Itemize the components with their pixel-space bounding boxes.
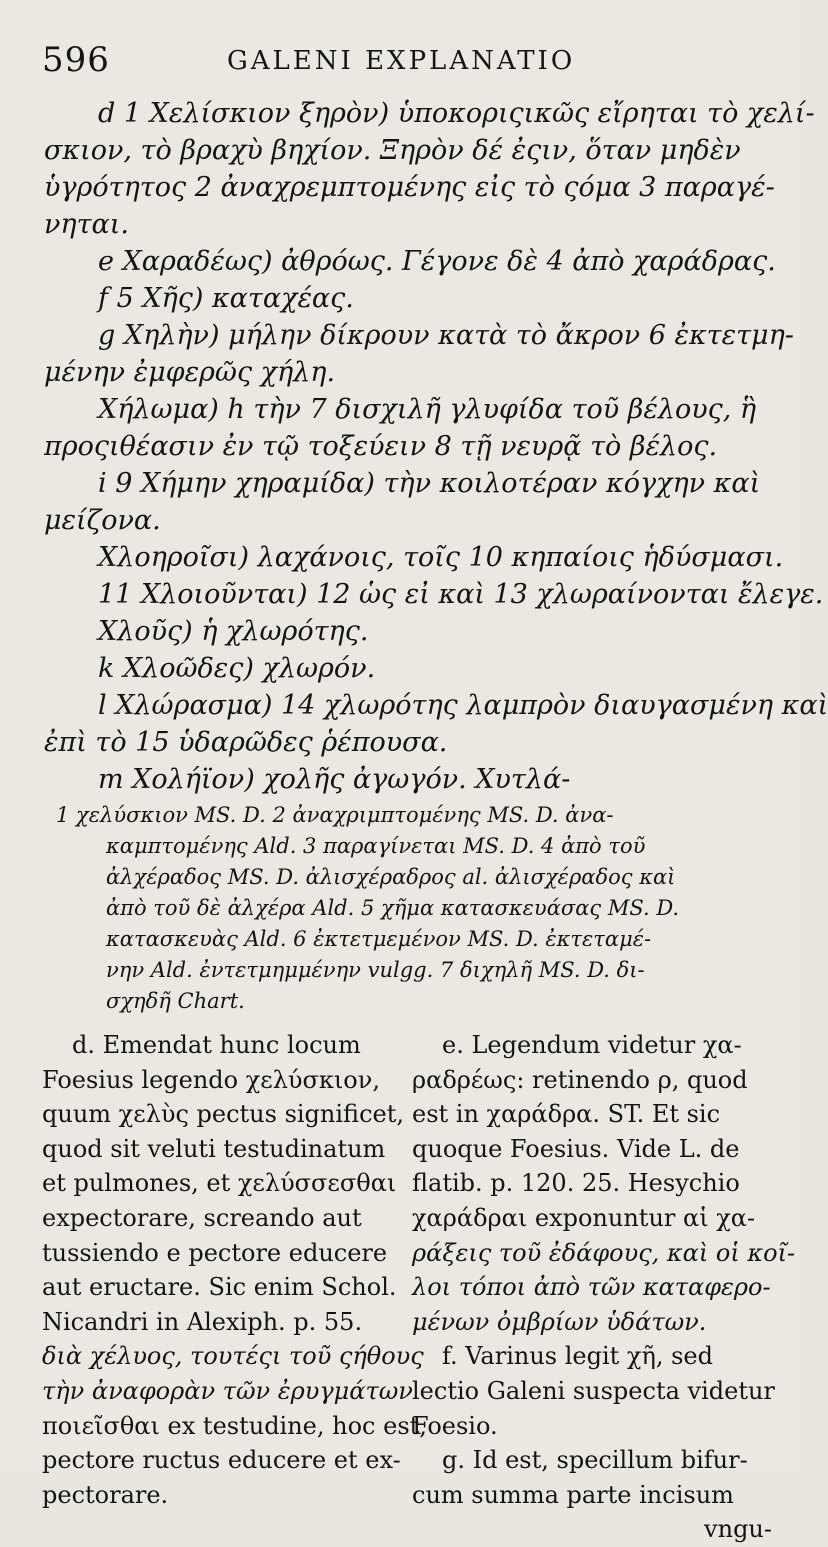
commentary-line: quum χελὺς pectus significet, [42,1100,404,1129]
commentary-line: ράξεις τοῦ ἐδάφους, καὶ οἱ κοῖ- [412,1238,796,1267]
glossary-line: f 5 Χῆς) καταχέας. [98,283,354,314]
glossary-line: μένην ἐμφερῶς χήλη. [44,357,336,388]
glossary-line: νηται. [44,209,129,240]
glossary-line: m Χολήϊον) χολῆς ἀγωγόν. Χυτλά- [98,764,571,795]
glossary-line: μείζονα. [44,505,161,536]
commentary-right-column [412,1028,796,1547]
commentary-line: flatib. p. 120. 25. Hesychio [412,1169,740,1198]
commentary-line: vngu- [704,1515,772,1544]
page-number: 596 [42,40,110,80]
commentary-line: διὰ χέλυος, τουτέςι τοῦ ςήθους [42,1342,424,1371]
apparatus-line: ἀπὸ τοῦ δὲ ἀλχέρα Ald. 5 χῆμα κατασκευάσας MS. D. [106,896,680,920]
glossary-line: k Χλοῶδες) χλωρόν. [98,653,376,684]
critical-apparatus [56,800,764,1017]
commentary-left-column [42,1028,427,1512]
glossary-line: Χήλωμα) h τὴν 7 δισχιλῆ γλυφίδα τοῦ βέλους, ἣ [98,394,757,425]
commentary-line: Foesio. [412,1411,498,1440]
apparatus-line: καμπτομένης Ald. 3 παραγίνεται MS. D. 4 ἀπὸ τοῦ [106,834,646,858]
running-head: GALENI EXPLANATIO [227,46,576,76]
greek-glossary [44,95,828,798]
commentary-line: τὴν ἀναφορὰν τῶν ἐρυγμάτων [42,1376,413,1405]
glossary-line: Χλοηροῖσι) λαχάνοις, τοῖς 10 κηπαίοις ἡδύσμασι. [98,542,784,573]
commentary-line: quoque Foesius. Vide L. de [412,1134,740,1163]
glossary-line: ὑγρότητος 2 ἀναχρεμπτομένης εἰς τὸ ςόμα 3 παραγέ- [44,172,775,203]
page-header [42,40,760,84]
commentary-line: est in χαράδρα. ST. Et sic [412,1100,721,1129]
commentary-line: quod sit veluti testudinatum [42,1134,386,1163]
commentary-line: aut eructare. Sic enim Schol. [42,1273,397,1302]
commentary-line: pectore ructus educere et ex- [42,1446,401,1475]
apparatus-line: σχηδῆ Chart. [106,989,245,1013]
apparatus-line: 1 χελύσκιον MS. D. 2 ἀναχριμπτομένης MS. D. ἀνα- [56,803,614,827]
glossary-line: d 1 Χελίσκιον ξηρὸν) ὑποκοριςικῶς εἴρηται τὸ χελί- [98,98,815,129]
commentary-line: lectio Galeni suspecta videtur [412,1376,775,1405]
commentary-line: λοι τόποι ἀπὸ τῶν καταφερο- [412,1273,771,1302]
commentary-line: ποιεῖσθαι ex testudine, hoc est, [42,1411,427,1440]
glossary-line: προςιθέασιν ἐν τῷ τοξεύειν 8 τῇ νευρᾷ τὸ βέλος. [44,431,718,462]
commentary-line: d. Emendat hunc locum [72,1031,361,1059]
glossary-line: l Χλώρασμα) 14 χλωρότης λαμπρὸν διαυγασμένη καὶ [98,690,828,721]
glossary-line: σκιον, τὸ βραχὺ βηχίον. Ξηρὸν δέ ἐςιν, ὅταν μηδὲν [44,135,741,166]
commentary-line: tussiendo e pectore educere [42,1238,388,1267]
glossary-line: i 9 Χήμην χηραμίδα) τὴν κοιλοτέραν κόγχην καὶ [98,468,761,499]
commentary-line: μένων ὀμβρίων ὑδάτων. [412,1307,707,1336]
commentary-line: Foesius legendo χελύσκιον, [42,1065,380,1094]
commentary-line: cum summa parte incisum [412,1480,734,1509]
commentary-line: χαράδραι exponuntur αἱ χα- [412,1203,756,1232]
glossary-line: e Χαραδέως) ἀθρόως. Γέγονε δὲ 4 ἀπὸ χαράδρας. [98,246,776,277]
commentary-line: expectorare, screando aut [42,1203,362,1232]
commentary-line: ραδρέως: retinendo ρ, quod [412,1065,748,1094]
apparatus-line: ἀλχέραδος MS. D. ἀλισχέραδρος al. ἀλισχέραδος καὶ [106,865,676,889]
apparatus-line: κατασκευὰς Ald. 6 ἐκτετμεμένον MS. D. ἐκτεταμέ- [106,927,652,951]
commentary-line: Nicandri in Alexiph. p. 55. [42,1307,363,1336]
commentary-line: pectorare. [42,1480,169,1509]
glossary-line: Χλοῦς) ἡ χλωρότης. [98,616,369,647]
commentary-line: e. Legendum videtur χα- [442,1031,742,1059]
commentary-line: f. Varinus legit χῆ, sed [442,1342,713,1371]
apparatus-line: νην Ald. ἐντετμημμένην vulgg. 7 διχηλῆ MS. D. δι- [106,958,645,982]
glossary-line: g Χηλὴν) μήλην δίκρουν κατὰ τὸ ἄκρον 6 ἐκτετμη- [98,320,794,351]
commentary-line: et pulmones, et χελύσσεσθαι [42,1169,397,1198]
glossary-line: 11 Χλοιοῦνται) 12 ὡς εἰ καὶ 13 χλωραίνονται ἔλεγε. [98,579,824,610]
glossary-line: ἐπὶ τὸ 15 ὑδαρῶδες ῥέπουσα. [44,727,448,758]
commentary-line: g. Id est, specillum bifur- [442,1446,748,1475]
